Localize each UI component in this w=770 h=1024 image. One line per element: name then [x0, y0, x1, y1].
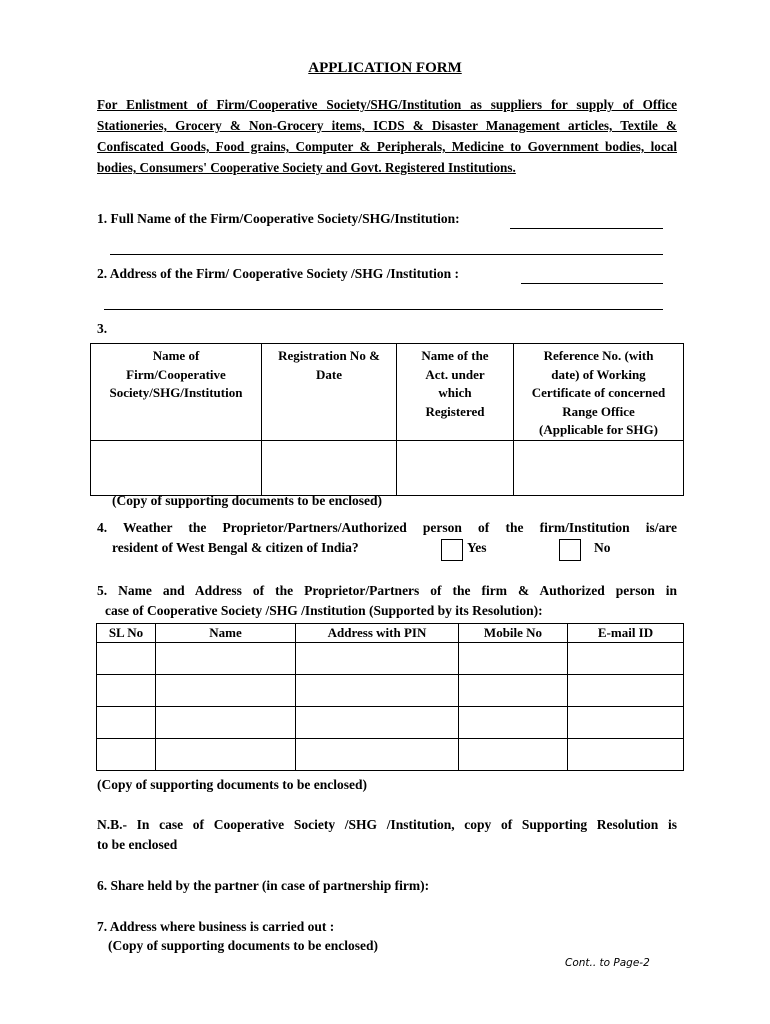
reg-cell-registration-no[interactable] — [262, 440, 397, 495]
q4-label-line-2: resident of West Bengal & citizen of India? — [112, 540, 359, 555]
reg-cell-firm-name[interactable] — [91, 440, 262, 495]
prop-header-sl-no: SL No — [97, 624, 156, 643]
reg-cell-reference-no[interactable] — [514, 440, 684, 495]
reg-header-act-name: Name of the Act. under which Registered — [397, 344, 514, 441]
q6-label: 6. Share held by the partner (in case of partnership firm): — [97, 878, 430, 893]
table-row — [97, 707, 684, 739]
table-row — [97, 739, 684, 771]
proprietor-table — [96, 623, 684, 771]
q7-copy-note: (Copy of supporting documents to be enclosed) — [108, 938, 379, 953]
q1-answer-line-1[interactable] — [510, 228, 663, 229]
q2-answer-line-1[interactable] — [521, 283, 663, 284]
reg-header-firm-name: Name of Firm/Cooperative Society/SHG/Institution — [91, 344, 262, 441]
prop-cell-name[interactable] — [156, 643, 296, 675]
prop-cell-sl-no[interactable] — [97, 739, 156, 771]
prop-cell-address[interactable] — [296, 675, 459, 707]
q4-yes-checkbox[interactable] — [441, 539, 463, 561]
q4-no-label: No — [594, 540, 611, 555]
q3-label: 3. — [97, 321, 108, 336]
q3-copy-note: (Copy of supporting documents to be enclosed) — [112, 493, 383, 508]
prop-cell-sl-no[interactable] — [97, 643, 156, 675]
prop-header-mobile: Mobile No — [459, 624, 568, 643]
prop-cell-mobile[interactable] — [459, 675, 568, 707]
table-row — [97, 675, 684, 707]
continued-note: Cont.. to Page-2 — [565, 957, 650, 969]
prop-cell-mobile[interactable] — [459, 707, 568, 739]
q4-yes-label: Yes — [467, 540, 487, 555]
q1-label: 1. Full Name of the Firm/Cooperative Society/SHG/Institution: — [97, 211, 460, 226]
q5-copy-note: (Copy of supporting documents to be enclosed) — [97, 777, 368, 792]
q5-label-line-1: 5. Name and Address of the Proprietor/Partners of the firm & Authorized person in — [97, 583, 677, 598]
prop-cell-name[interactable] — [156, 707, 296, 739]
prop-cell-name[interactable] — [156, 675, 296, 707]
prop-cell-address[interactable] — [296, 643, 459, 675]
q2-answer-line-2[interactable] — [104, 309, 663, 310]
prop-cell-sl-no[interactable] — [97, 707, 156, 739]
prop-cell-email[interactable] — [568, 739, 684, 771]
prop-cell-mobile[interactable] — [459, 643, 568, 675]
prop-header-address: Address with PIN — [296, 624, 459, 643]
prop-cell-sl-no[interactable] — [97, 675, 156, 707]
registration-table — [90, 343, 684, 496]
prop-header-email: E-mail ID — [568, 624, 684, 643]
q2-label: 2. Address of the Firm/ Cooperative Society /SHG /Institution : — [97, 266, 459, 281]
q1-answer-line-2[interactable] — [110, 254, 663, 255]
prop-header-name: Name — [156, 624, 296, 643]
q7-label: 7. Address where business is carried out : — [97, 919, 335, 934]
prop-cell-name[interactable] — [156, 739, 296, 771]
prop-cell-email[interactable] — [568, 707, 684, 739]
prop-cell-email[interactable] — [568, 643, 684, 675]
q4-no-checkbox[interactable] — [559, 539, 581, 561]
prop-cell-address[interactable] — [296, 739, 459, 771]
nb-note-line-1: N.B.- In case of Cooperative Society /SHG /Institution, copy of Supporting Resolution is — [97, 817, 677, 832]
prop-cell-email[interactable] — [568, 675, 684, 707]
prop-cell-address[interactable] — [296, 707, 459, 739]
q4-label-line-1: 4. Weather the Proprietor/Partners/Authorized person of the firm/Institution is/are — [97, 520, 677, 535]
q5-label-line-2: case of Cooperative Society /SHG /Institution (Supported by its Resolution): — [105, 603, 543, 618]
nb-note-line-2: to be enclosed — [97, 837, 178, 852]
table-row — [97, 643, 684, 675]
reg-cell-act-name[interactable] — [397, 440, 514, 495]
form-title: APPLICATION FORM — [308, 60, 462, 76]
prop-cell-mobile[interactable] — [459, 739, 568, 771]
form-intro: For Enlistment of Firm/Cooperative Society/SHG/Institution as suppliers for supply of Office Stationeries, Grocery & Non-Grocery items, ICDS & Disaster Management articles, Textile & Confiscated Goods, Food grains, Computer & Peripherals, Medicine to Government bodies, local bodies, Consumers' Cooperative Society and Govt. Registered Institutions. — [97, 97, 677, 175]
reg-header-registration-no: Registration No & Date — [262, 344, 397, 441]
reg-header-reference-no: Reference No. (with date) of Working Certificate of concerned Range Office (Applicable for SHG) — [514, 344, 684, 441]
